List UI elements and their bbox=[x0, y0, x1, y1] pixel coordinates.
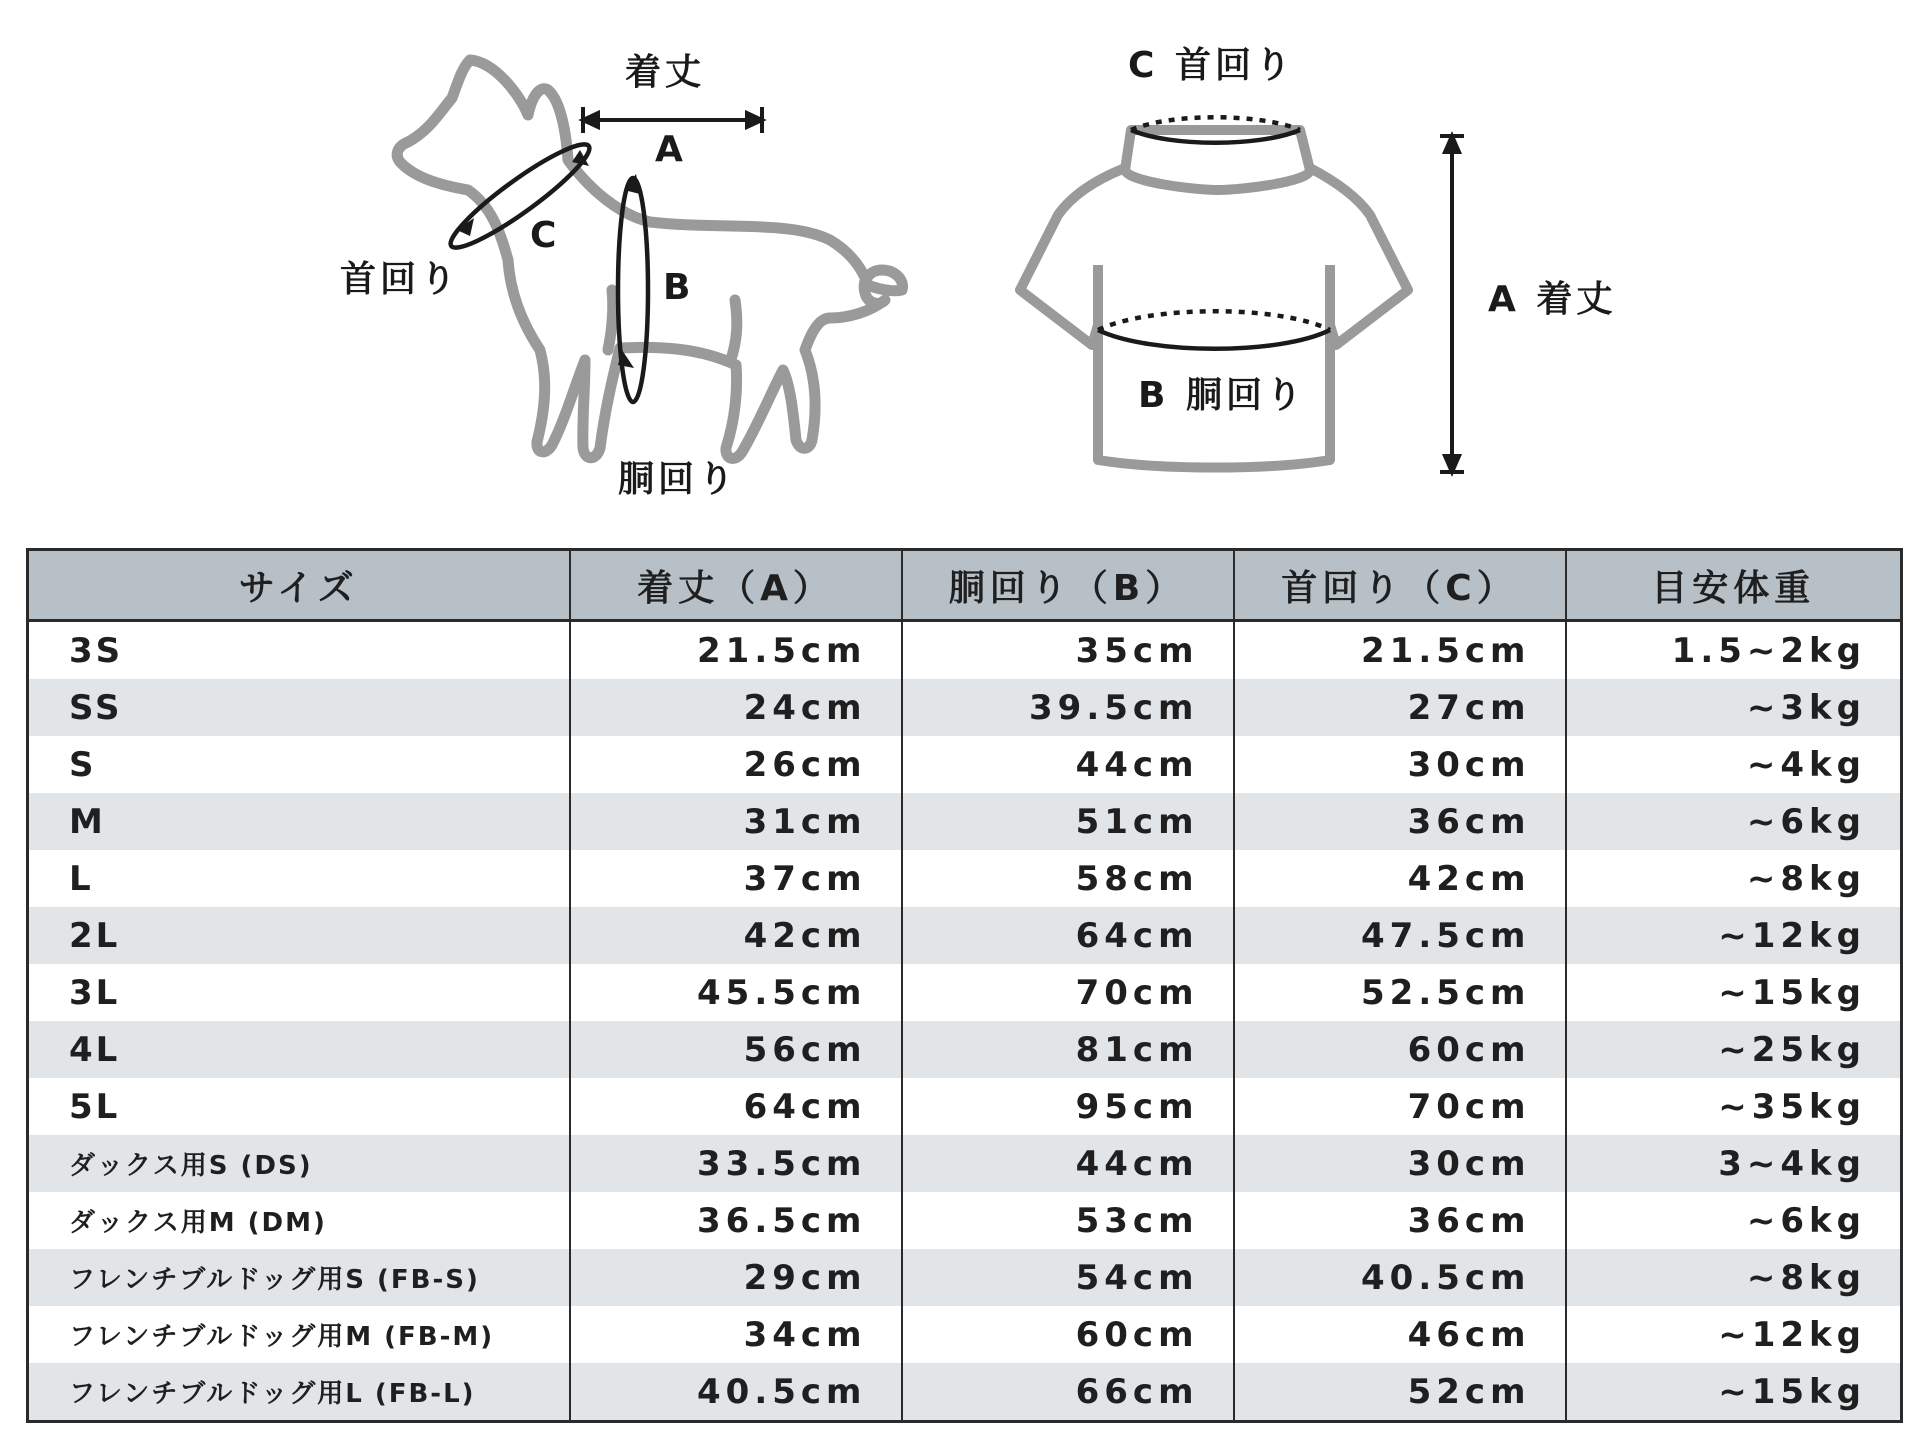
table-row bbox=[28, 1249, 1902, 1306]
cell-weight: ~15kg bbox=[1566, 1363, 1902, 1422]
cell-weight: ~6kg bbox=[1566, 793, 1902, 850]
dog-c-label: C bbox=[530, 215, 561, 256]
cell-chest: 54cm bbox=[902, 1249, 1234, 1306]
cell-size: L bbox=[69, 858, 94, 899]
cell-length: 33.5cm bbox=[570, 1135, 902, 1192]
cell-chest: 35cm bbox=[902, 621, 1234, 680]
table-row bbox=[28, 964, 1902, 1021]
cell-weight: ~12kg bbox=[1566, 1306, 1902, 1363]
cell-length: 45.5cm bbox=[570, 964, 902, 1021]
table-row bbox=[28, 621, 1902, 680]
cell-length: 24cm bbox=[570, 679, 902, 736]
dog-a-label: A bbox=[655, 129, 687, 170]
cell-neck: 60cm bbox=[1234, 1021, 1566, 1078]
cell-size: M bbox=[28, 793, 570, 850]
cell-weight: ~35kg bbox=[1566, 1078, 1902, 1135]
cell-chest: 44cm bbox=[902, 1135, 1234, 1192]
table-header-row bbox=[28, 550, 1902, 621]
cell-weight: 1.5~2kg bbox=[1566, 621, 1902, 680]
cell-chest: 64cm bbox=[902, 907, 1234, 964]
cell-chest: 51cm bbox=[902, 793, 1234, 850]
dog-b-label: B bbox=[663, 267, 695, 308]
cell-neck: 40.5cm bbox=[1234, 1249, 1566, 1306]
cell-weight: ~4kg bbox=[1566, 736, 1902, 793]
table-row bbox=[28, 1192, 1902, 1249]
cell-neck: 70cm bbox=[1234, 1078, 1566, 1135]
cell-weight: ~15kg bbox=[1566, 964, 1902, 1021]
cell-weight: ~6kg bbox=[1566, 1192, 1902, 1249]
header-chest: 胴回り（B） bbox=[902, 550, 1234, 621]
cell-length: 36.5cm bbox=[570, 1192, 902, 1249]
table-row bbox=[28, 1363, 1902, 1422]
cell-length: 31cm bbox=[570, 793, 902, 850]
cell-neck: 52.5cm bbox=[1234, 964, 1566, 1021]
table-row bbox=[28, 1021, 1902, 1078]
dog-chest-label: 胴回り bbox=[618, 459, 739, 500]
cell-length: 42cm bbox=[570, 907, 902, 964]
cell-neck: 36cm bbox=[1234, 793, 1566, 850]
cell-chest: 44cm bbox=[902, 736, 1234, 793]
size-diagram bbox=[0, 0, 1920, 520]
cell-weight: 3~4kg bbox=[1566, 1135, 1902, 1192]
garment-illustration bbox=[0, 0, 1920, 520]
table-row bbox=[28, 679, 1902, 736]
cell-chest: 70cm bbox=[902, 964, 1234, 1021]
garment-chest-label: B 胴回り bbox=[1138, 375, 1306, 416]
cell-neck: 27cm bbox=[1234, 679, 1566, 736]
cell-weight: ~3kg bbox=[1566, 679, 1902, 736]
cell-neck: 47.5cm bbox=[1234, 907, 1566, 964]
cell-weight: ~8kg bbox=[1566, 1249, 1902, 1306]
cell-chest: 81cm bbox=[902, 1021, 1234, 1078]
table-row bbox=[28, 1078, 1902, 1135]
cell-neck: 36cm bbox=[1234, 1192, 1566, 1249]
cell-size: ダックス用S (DS) bbox=[28, 1135, 570, 1192]
garment-length-label: A 着丈 bbox=[1488, 279, 1617, 320]
cell-size: 2L bbox=[28, 907, 570, 964]
table-row bbox=[28, 850, 1902, 907]
cell-length: 64cm bbox=[570, 1078, 902, 1135]
table-row bbox=[28, 793, 1902, 850]
header-size: サイズ bbox=[28, 550, 570, 621]
cell-chest: 58cm bbox=[902, 850, 1234, 907]
table-row bbox=[28, 736, 1902, 793]
cell-size: ダックス用M (DM) bbox=[69, 1208, 327, 1238]
table-row bbox=[28, 907, 1902, 964]
cell-length: 29cm bbox=[570, 1249, 902, 1306]
cell-size: フレンチブルドッグ用L (FB-L) bbox=[28, 1363, 570, 1422]
cell-length: 37cm bbox=[570, 850, 902, 907]
garment-neck-label: C 首回り bbox=[1128, 45, 1295, 86]
cell-chest: 60cm bbox=[902, 1306, 1234, 1363]
size-table bbox=[26, 548, 1903, 1423]
cell-chest: 66cm bbox=[902, 1363, 1234, 1422]
cell-size: 3S bbox=[69, 630, 124, 671]
header-neck: 首回り（C） bbox=[1234, 550, 1566, 621]
cell-neck: 21.5cm bbox=[1234, 621, 1566, 680]
header-weight: 目安体重 bbox=[1566, 550, 1902, 621]
cell-chest: 95cm bbox=[902, 1078, 1234, 1135]
cell-neck: 42cm bbox=[1234, 850, 1566, 907]
dog-neck-label: 首回り bbox=[340, 259, 461, 300]
cell-size: S bbox=[69, 744, 97, 785]
cell-neck: 46cm bbox=[1234, 1306, 1566, 1363]
header-length: 着丈（A） bbox=[570, 550, 902, 621]
cell-length: 56cm bbox=[570, 1021, 902, 1078]
table-row bbox=[28, 1306, 1902, 1363]
cell-neck: 30cm bbox=[1234, 1135, 1566, 1192]
cell-weight: ~12kg bbox=[1566, 907, 1902, 964]
cell-length: 34cm bbox=[570, 1306, 902, 1363]
table-row bbox=[28, 1135, 1902, 1192]
cell-neck: 52cm bbox=[1234, 1363, 1566, 1422]
cell-chest: 39.5cm bbox=[902, 679, 1234, 736]
cell-size: 5L bbox=[69, 1086, 121, 1127]
cell-neck: 30cm bbox=[1234, 736, 1566, 793]
cell-length: 40.5cm bbox=[570, 1363, 902, 1422]
cell-size: 4L bbox=[28, 1021, 570, 1078]
cell-size: SS bbox=[28, 679, 570, 736]
cell-chest: 53cm bbox=[902, 1192, 1234, 1249]
dog-length-label: 着丈 bbox=[625, 52, 706, 93]
cell-size: フレンチブルドッグ用S (FB-S) bbox=[28, 1249, 570, 1306]
cell-weight: ~8kg bbox=[1566, 850, 1902, 907]
cell-size: フレンチブルドッグ用M (FB-M) bbox=[69, 1322, 495, 1352]
cell-weight: ~25kg bbox=[1566, 1021, 1902, 1078]
cell-length: 26cm bbox=[570, 736, 902, 793]
cell-length: 21.5cm bbox=[570, 621, 902, 680]
cell-size: 3L bbox=[69, 972, 121, 1013]
